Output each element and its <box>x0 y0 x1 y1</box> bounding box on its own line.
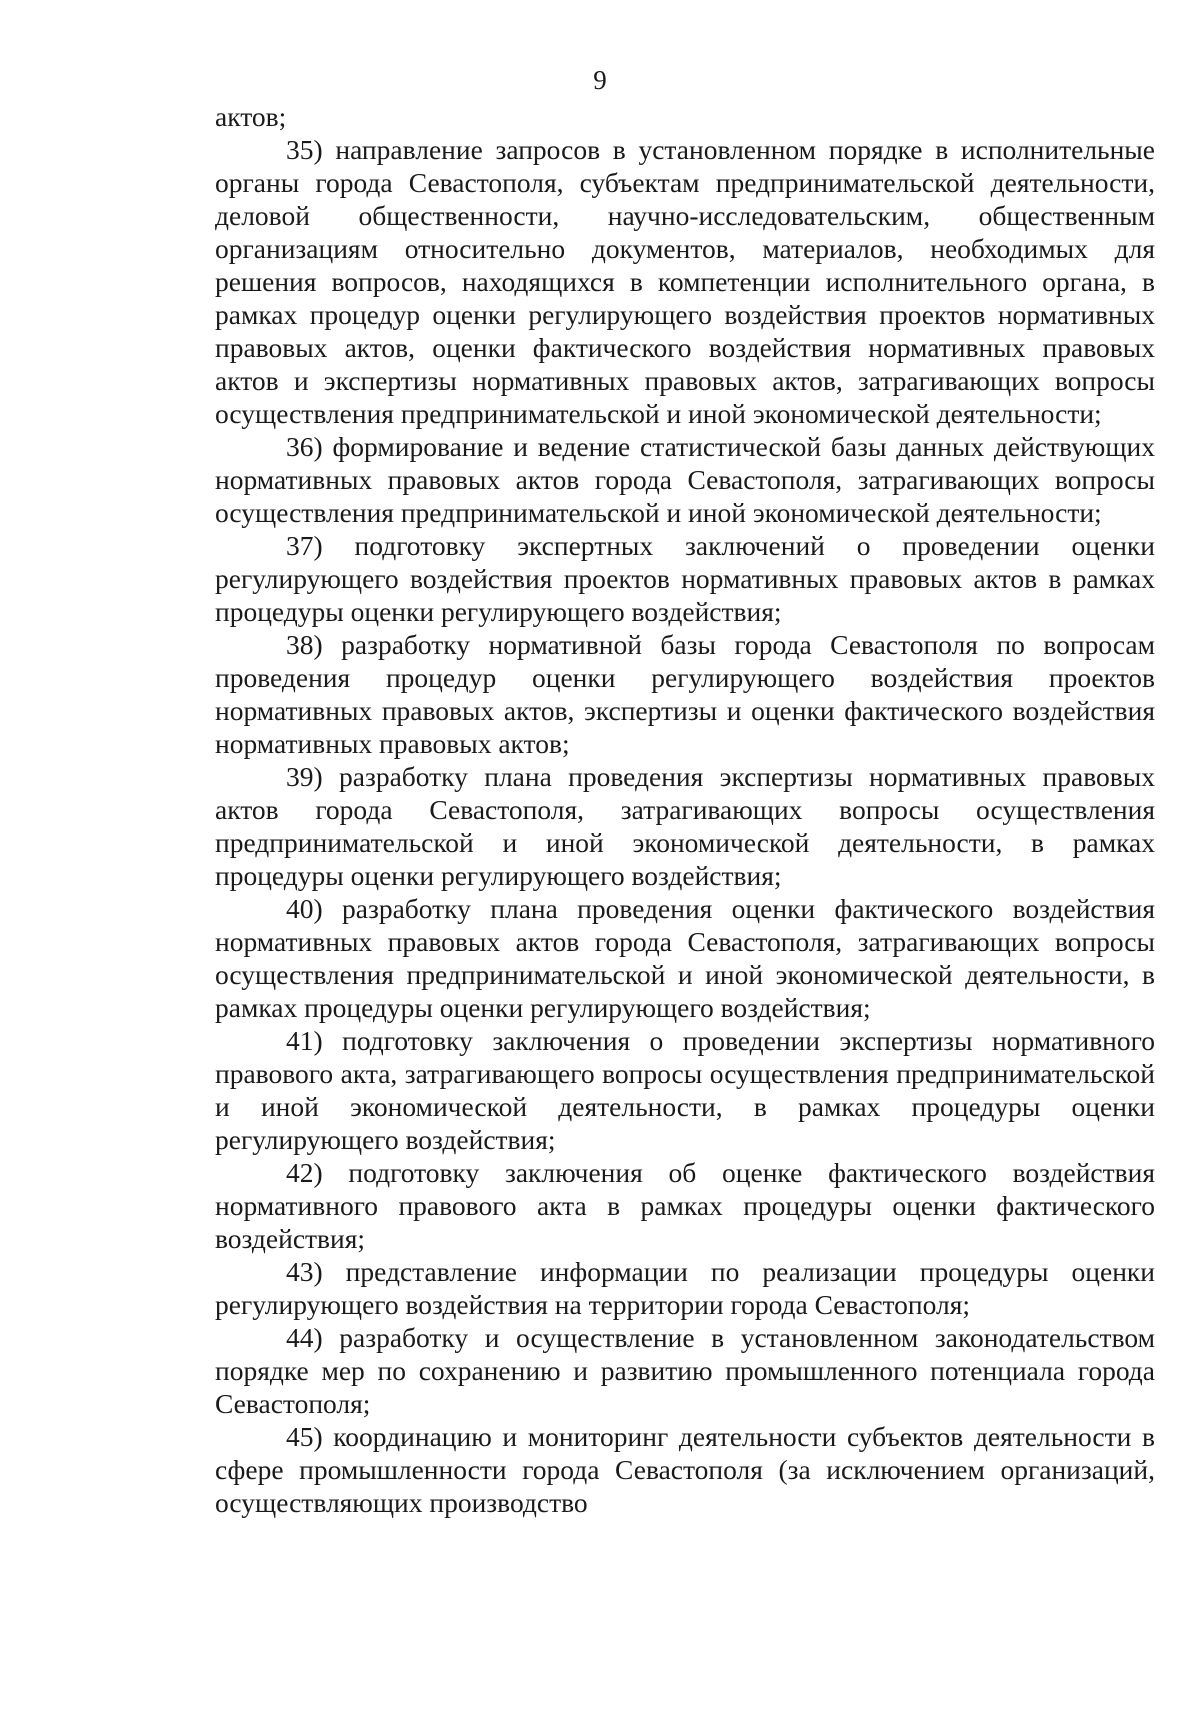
list-item-40: 40) разработку плана проведения оценки фактического воздействия нормативных правовых актов города Севастополя, затрагивающих вопросы осуществления предпринимательской и иной экономической деятельности, в рамках процедуры оценки регулирующего воздействия; <box>215 893 1155 1023</box>
list-item-44: 44) разработку и осуществление в установленном законодательством порядке мер по сохранению и развитию промышленного потенциала города Севастополя; <box>215 1322 1155 1419</box>
list-item-37: 37) подготовку экспертных заключений о проведении оценки регулирующего воздействия проектов нормативных правовых актов в рамках процедуры оценки регулирующего воздействия; <box>215 530 1155 627</box>
list-item-35: 35) направление запросов в установленном порядке в исполнительные органы города Севастополя, субъектам предпринимательской деятельности, деловой общественности, научно-исследовательским, общественным организациям относительно документов, материалов, необходимых для решения вопросов, находящихся в компетенции исполнительного органа, в рамках процедур оценки регулирующего воздействия проектов нормативных правовых актов, оценки фактического воздействия нормативных правовых актов и экспертизы нормативных правовых актов, затрагивающих вопросы осуществления предпринимательской и иной экономической деятельности; <box>215 134 1155 429</box>
list-item-43: 43) представление информации по реализации процедуры оценки регулирующего воздействия на территории города Севастополя; <box>215 1256 1155 1320</box>
list-item-45: 45) координацию и мониторинг деятельности субъектов деятельности в сфере промышленности города Севастополя (за исключением организаций, осуществляющих производство <box>215 1421 1155 1518</box>
page-number: 9 <box>593 65 607 95</box>
list-item-39: 39) разработку плана проведения экспертизы нормативных правовых актов города Севастополя, затрагивающих вопросы осуществления предпринимательской и иной экономической деятельности, в рамках процедуры оценки регулирующего воздействия; <box>215 761 1155 891</box>
list-item-36: 36) формирование и ведение статистической базы данных действующих нормативных правовых актов города Севастополя, затрагивающих вопросы осуществления предпринимательской и иной экономической деятельности; <box>215 431 1155 528</box>
list-item-42: 42) подготовку заключения об оценке фактического воздействия нормативного правового акта в рамках процедуры оценки фактического воздействия; <box>215 1157 1155 1254</box>
paragraph-continuation: актов; <box>215 101 287 132</box>
list-item-41: 41) подготовку заключения о проведении экспертизы нормативного правового акта, затрагивающего вопросы осуществления предпринимательской и иной экономической деятельности, в рамках процедуры оценки регулирующего воздействия; <box>215 1025 1155 1155</box>
document-body <box>215 100 1155 1519</box>
list-item-38: 38) разработку нормативной базы города Севастополя по вопросам проведения процедур оценки регулирующего воздействия проектов нормативных правовых актов, экспертизы и оценки фактического воздействия нормативных правовых актов; <box>215 629 1155 759</box>
